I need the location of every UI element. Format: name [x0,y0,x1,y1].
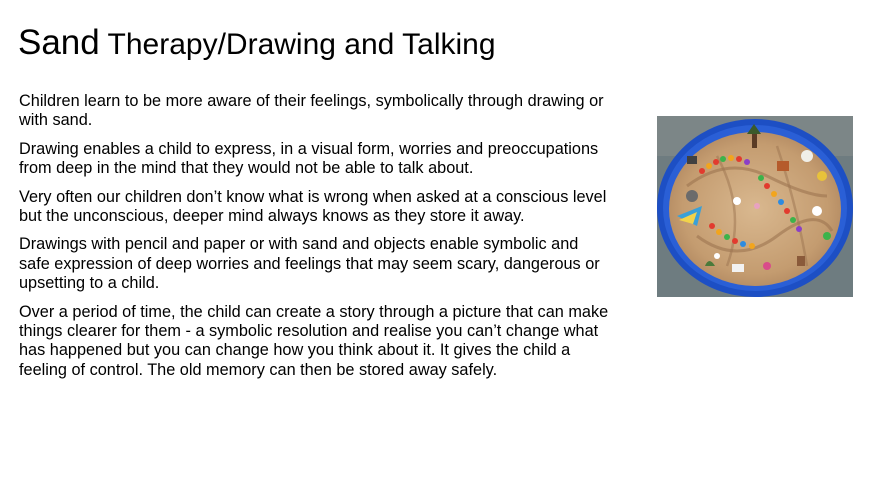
slide-title [18,20,658,68]
paragraph-1: Children learn to be more aware of their feelings, symbolically through drawing or with sand. [19,92,604,130]
body-text [19,92,611,389]
paragraph-2: Drawing enables a child to express, in a visual form, worries and preoccupations from deep in the mind that they would not be able to talk about. [19,139,599,178]
title-rest: Therapy/Drawing and Talking [99,28,496,61]
paragraph-3: Very often our children don’t know what is wrong when asked at a conscious level but the unconscious, deeper mind always knows as they store it away. [19,187,607,226]
sand-tray-photo [657,116,853,297]
paragraph-4: Drawings with pencil and paper or with sand and objects enable symbolic and safe expression of deep worries and feelings that may seem scary, dangerous or upsetting to a child. [19,235,600,293]
title-first-word: Sand [18,23,100,62]
paragraph-5: Over a period of time, the child can create a story through a picture that can make things clearer for them - a symbolic resolution and realise you can’t change what has happened but you can change how you think about it. It gives the child a feeling of control. The old memory can then be stored away safely. [19,302,609,379]
